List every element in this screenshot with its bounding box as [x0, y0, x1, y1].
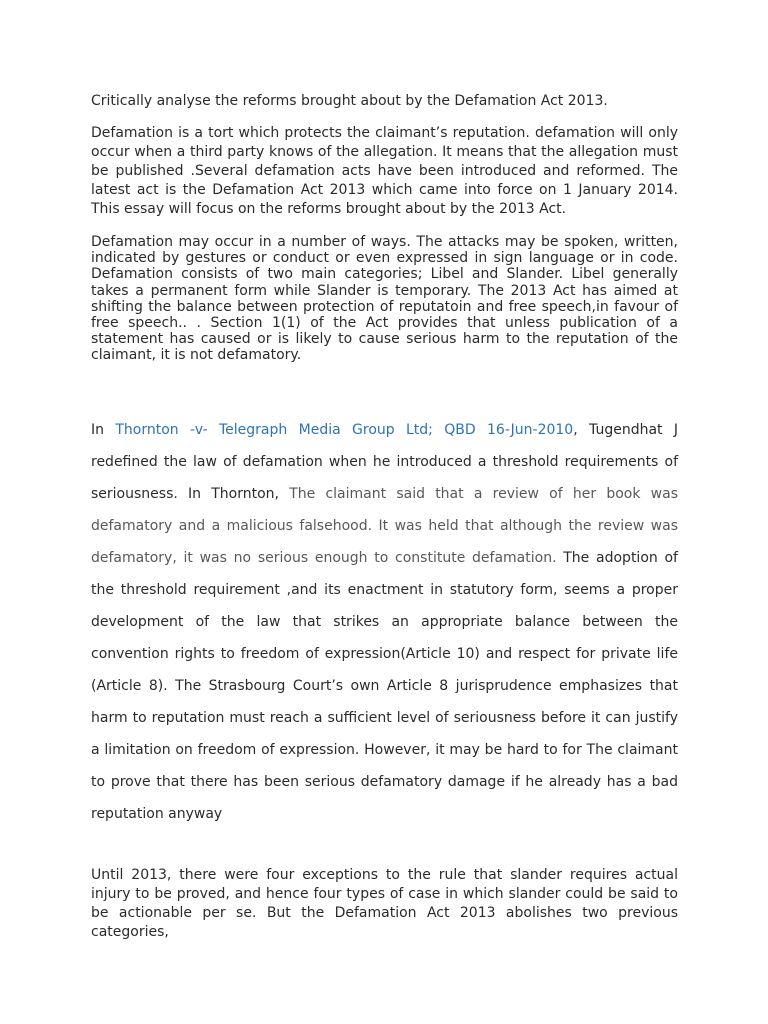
- case-citation-link[interactable]: Thornton -v- Telegraph Media Group Ltd; QBD 16-Jun-2010: [115, 422, 574, 438]
- paragraph-introduction: Defamation is a tort which protects the claimant’s reputation. defamation will only occur when a third party knows of the allegation. It means that the allegation must be published .Several defamation acts have been introduced and reformed. The latest act is the Defamation Act 2013 which came into force on 1 January 2014. This essay will focus on the reforms brought about by the 2013 Act.: [91, 125, 678, 217]
- paragraph-prefix: In: [91, 422, 116, 438]
- document-page: [91, 0, 678, 1024]
- paragraph-text: , Tugendhat J redefined the law of defamation when he introduced a threshold requirements of seriousness. In Thornton,: [91, 422, 679, 502]
- paragraph-slander-exceptions: Until 2013, there were four exceptions to the rule that slander requires actual injury to be proved, and hence four types of case in which slander could be said to be actionable per se. But the Defamation Act 2013 abolishes two previous categories,: [91, 867, 678, 940]
- case-summary-quote: The claimant said that a review of her book was defamatory and a malicious falsehood. It was held that although the review was defamatory, it was no serious enough to constitute defamation.: [91, 486, 678, 566]
- paragraph-defamation-types: Defamation may occur in a number of ways. The attacks may be spoken, written, indicated by gestures or conduct or even expressed in sign language or in code. Defamation consists of two main categories; Libel and Slander. Libel generally takes a permanent form while Slander is temporary. The 2013 Act has aimed at shifting the balance between protection of reputatoin and free speech,in favour of free speech.. . Section 1(1) of the Act provides that unless publication of a statement has caused or is likely to cause serious harm to the reputation of the claimant, it is not defamatory.: [91, 234, 678, 364]
- paragraph-thornton-case: [91, 414, 678, 830]
- essay-question: Critically analyse the reforms brought about by the Defamation Act 2013.: [91, 93, 608, 109]
- paragraph-text-continued: The adoption of the threshold requirement ,and its enactment in statutory form, seems a proper development of the law that strikes an appropriate balance between the convention rights to freedom of expression(Article 10) and respect for private life (Article 8). The Strasbourg Court’s own Article 8 jurisprudence emphasizes that harm to reputation must reach a sufficient level of seriousness before it can justify a limitation on freedom of expression. However, it may be hard to for The claimant to prove that there has been serious defamatory damage if he already has a bad reputation anyway: [91, 550, 678, 822]
